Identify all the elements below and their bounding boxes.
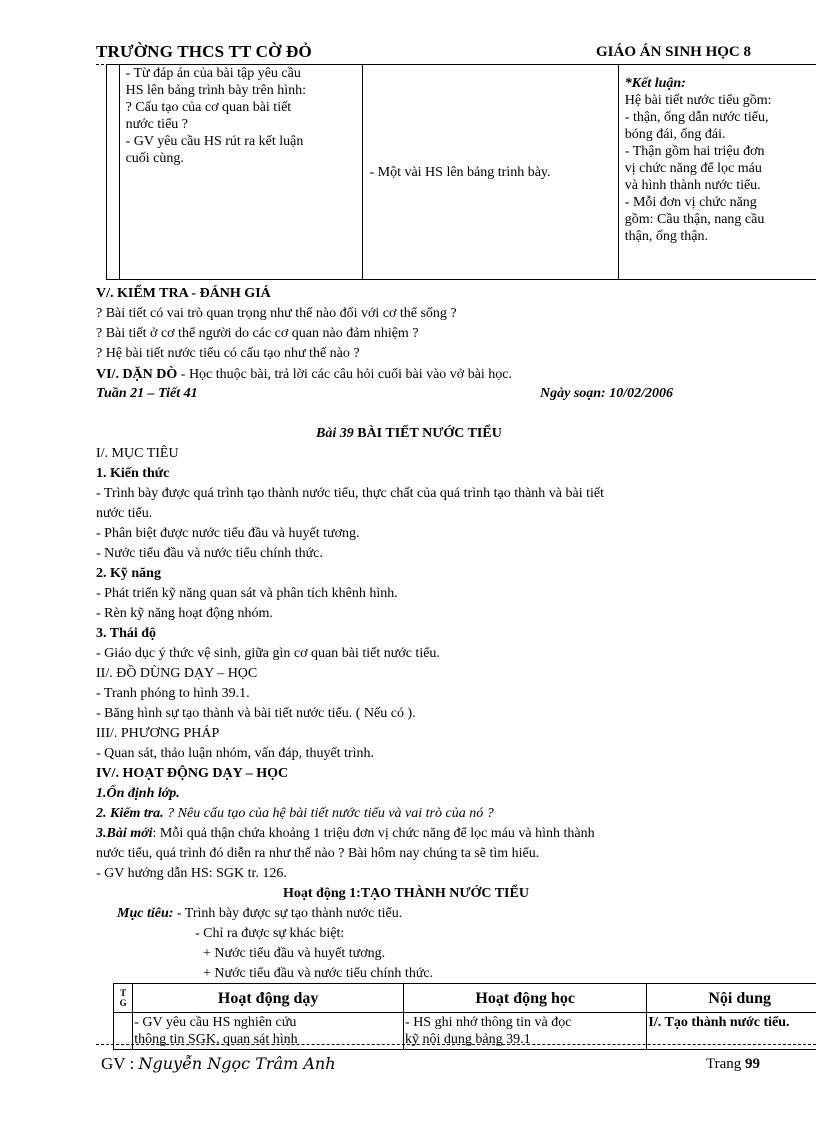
content-line: thận, ống thận. <box>624 229 708 244</box>
method-title: III/. PHƯƠNG PHÁP <box>96 726 220 741</box>
activity-title: Hoạt động 1:TẠO THÀNH NƯỚC TIỂU <box>283 886 529 901</box>
subject-title: GIÁO ÁN SINH HỌC 8 <box>596 44 752 60</box>
new-lesson-line: nước tiểu, quá trình đó diễn ra như thế nào ? Bài hôm nay chúng ta sẽ tìm hiểu. <box>96 846 540 861</box>
content-line: bóng đái, ống đái. <box>624 127 726 142</box>
class-stabilize: 1.Ổn định lớp. <box>96 786 180 801</box>
knowledge-item: - Nước tiểu đầu và nước tiểu chính thức. <box>96 546 323 561</box>
method-item: - Quan sát, thảo luận nhóm, vấn đáp, thuyết trình. <box>96 746 374 761</box>
homework-text: - Học thuộc bài, trả lời các câu hỏi cuối bài vào vở bài học. <box>177 367 513 382</box>
goal-item: - Trình bày được sự tạo thành nước tiểu. <box>173 906 403 921</box>
check-line <box>96 805 494 823</box>
new-lesson-line <box>96 825 595 843</box>
page-number <box>706 1056 760 1073</box>
homework-line <box>96 366 512 384</box>
lesson-name: BÀI TIẾT NƯỚC TIỂU <box>353 426 502 441</box>
week-period: Tuần 21 – Tiết 41 <box>96 386 198 401</box>
teacher-line: - GV yêu cầu HS rút ra kết luận <box>125 134 304 149</box>
knowledge-item: nước tiểu. <box>96 506 153 521</box>
tg-letter: T <box>120 988 127 998</box>
section-objectives-title: I/. MỤC TIÊU <box>96 446 179 461</box>
guide-line: - GV hướng dẫn HS: SGK tr. 126. <box>96 866 287 881</box>
knowledge-title: 1. Kiến thức <box>96 466 170 481</box>
new-lesson-text: : Mỗi quả thận chứa khoảng 1 triệu đơn vị chức năng để lọc máu và hình thành <box>152 826 595 841</box>
row-content: I/. Tạo thành nước tiểu. <box>647 1013 816 1050</box>
page-header <box>96 40 816 65</box>
row-teacher-line: thông tin SGK, quan sát hình <box>134 1032 298 1047</box>
content-cell <box>618 65 816 280</box>
goal-item: - Chỉ ra được sự khác biệt: <box>195 926 345 941</box>
content-line: - Mỗi đơn vị chức năng <box>624 195 757 210</box>
student-line: - Một vài HS lên bảng trình bày. <box>369 164 551 180</box>
header-content: Nội dung <box>647 984 816 1013</box>
content-line: vị chức năng để lọc máu <box>624 161 762 176</box>
goal-item: + Nước tiểu đầu và nước tiểu chính thức. <box>203 966 434 981</box>
goal-item: + Nước tiểu đầu và huyết tương. <box>203 946 386 961</box>
tg-cell <box>107 65 120 280</box>
teacher-name <box>101 1054 336 1074</box>
attitude-item: - Giáo dục ý thức vệ sinh, giữa gìn cơ quan bài tiết nước tiểu. <box>96 646 440 661</box>
school-name: TRƯỜNG THCS TT CỜ ĐỎ <box>96 42 312 61</box>
activities-title: IV/. HOẠT ĐỘNG DẠY – HỌC <box>96 766 289 781</box>
page-num: 99 <box>745 1056 761 1072</box>
check-question: ? Nêu cấu tạo của hệ bài tiết nước tiểu và vai trò của nó ? <box>163 806 494 821</box>
teacher-line: ? Cấu tạo của cơ quan bài tiết <box>125 100 292 115</box>
teacher-line: HS lên bảng trình bày trên hình: <box>125 83 306 98</box>
header-student: Hoạt động học <box>404 984 647 1013</box>
teacher-line: nước tiểu ? <box>125 117 188 132</box>
conclusion-title: *Kết luận: <box>624 76 686 91</box>
lesson-number: Bài 39 <box>316 426 354 441</box>
review-title: V/. KIỂM TRA - ĐÁNH GIÁ <box>96 286 271 301</box>
tg-letter: G <box>119 998 127 1008</box>
gv-label: GV : <box>101 1054 139 1073</box>
review-question: ? Bài tiết ở cơ thể người do các cơ quan nào đảm nhiệm ? <box>96 326 419 341</box>
attitude-title: 3. Thái độ <box>96 626 157 641</box>
student-activity-cell <box>363 65 618 280</box>
lesson-title <box>316 425 502 443</box>
teacher-line: cuối cùng. <box>125 151 184 166</box>
review-question: ? Hệ bài tiết nước tiểu có cấu tạo như thế nào ? <box>96 346 360 361</box>
new-lesson-label: 3.Bài mới <box>96 826 153 841</box>
page-label: Trang <box>706 1056 746 1072</box>
homework-title: VI/. DẶN DÒ <box>96 367 178 382</box>
teacher-activity-cell <box>119 65 363 280</box>
gv-signature: Nguyễn Ngọc Trâm Anh <box>138 1054 336 1073</box>
materials-item: - Băng hình sự tạo thành và bài tiết nước tiểu. ( Nếu có ). <box>96 706 416 721</box>
row-teacher-line: - GV yêu cầu HS nghiên cứu <box>134 1015 297 1030</box>
review-question: ? Bài tiết có vai trò quan trọng như thế nào đối với cơ thể sống ? <box>96 306 457 321</box>
materials-item: - Tranh phóng to hình 39.1. <box>96 686 250 701</box>
row-student-line: kỹ nội dung bảng 39.1 <box>405 1032 531 1047</box>
skills-item: - Phát triển kỹ năng quan sát và phân tích khênh hình. <box>96 586 398 601</box>
footer-rule <box>96 1044 816 1045</box>
knowledge-item: - Phân biệt được nước tiểu đầu và huyết tương. <box>96 526 360 541</box>
goal-line <box>117 905 402 923</box>
content-line: gồm: Cầu thận, nang cầu <box>624 212 765 227</box>
continued-activity-table <box>106 64 816 280</box>
header-tg <box>114 984 133 1013</box>
activity-table <box>113 983 816 1050</box>
header-teacher: Hoạt động dạy <box>133 984 404 1013</box>
knowledge-item: - Trình bày được quá trình tạo thành nước tiểu, thực chất của quá trình tạo thành và bài tiết <box>96 486 604 501</box>
content-line: và hình thành nước tiểu. <box>624 178 761 193</box>
content-line: - thận, ống dẫn nước tiểu, <box>624 110 769 125</box>
teacher-line: - Từ đáp án của bài tập yêu cầu <box>125 66 301 81</box>
row-student-line: - HS ghi nhớ thông tin và đọc <box>405 1015 572 1030</box>
check-label: 2. Kiểm tra. <box>96 806 164 821</box>
content-line: Hệ bài tiết nước tiểu gồm: <box>624 93 772 108</box>
skills-title: 2. Kỹ năng <box>96 566 161 581</box>
skills-item: - Rèn kỹ năng hoạt động nhóm. <box>96 606 273 621</box>
prep-date: Ngày soạn: 10/02/2006 <box>540 386 673 401</box>
goal-label: Mục tiêu: <box>117 906 174 921</box>
content-line: - Thận gồm hai triệu đơn <box>624 144 765 159</box>
materials-title: II/. ĐỒ DÙNG DẠY – HỌC <box>96 666 258 681</box>
